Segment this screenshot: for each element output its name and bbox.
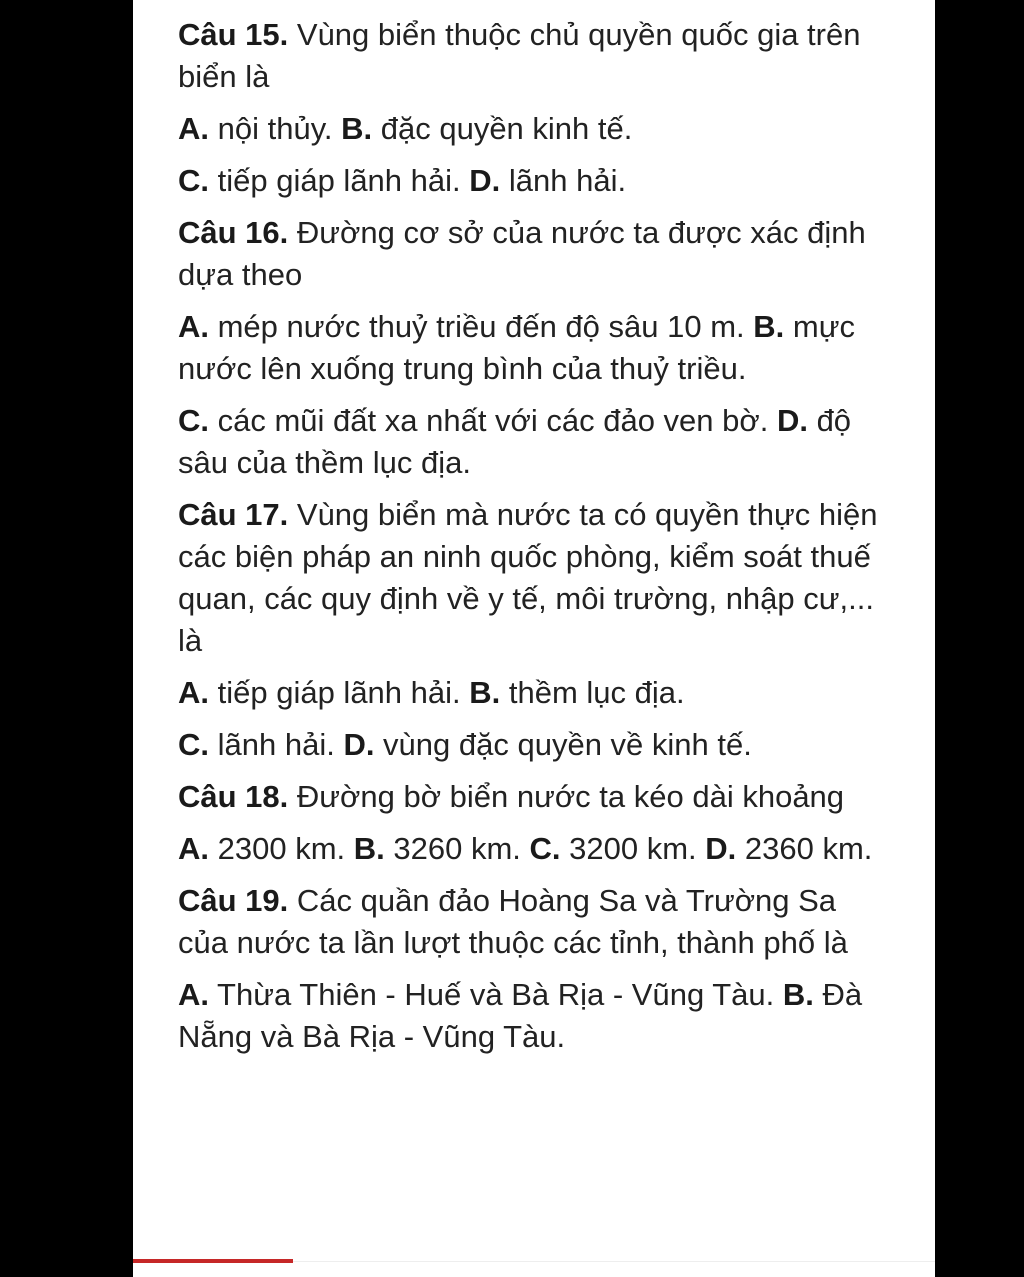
option-letter: B.: [353, 831, 385, 866]
option-text: Thừa Thiên - Huế và Bà Rịa - Vũng Tàu.: [209, 977, 783, 1012]
option-text: tiếp giáp lãnh hải.: [209, 163, 470, 198]
divider: [293, 1261, 935, 1262]
question-stem: [178, 494, 893, 662]
answer-options-line: [178, 724, 893, 766]
question-stem: [178, 776, 893, 818]
option-letter: A.: [178, 977, 209, 1012]
option-letter: B.: [469, 675, 501, 710]
option-letter: C.: [178, 163, 209, 198]
option-letter: A.: [178, 675, 209, 710]
option-text: thềm lục địa.: [500, 675, 685, 710]
option-text: 2300 km.: [209, 831, 354, 866]
answer-options-line: [178, 974, 893, 1058]
option-text: mép nước thuỷ triều đến độ sâu 10 m.: [209, 309, 754, 344]
option-letter: A.: [178, 111, 209, 146]
option-text: các mũi đất xa nhất với các đảo ven bờ.: [209, 403, 777, 438]
question-number: Câu 18.: [178, 779, 289, 814]
answer-options-line: [178, 108, 893, 150]
option-letter: C.: [178, 727, 209, 762]
question-number: Câu 19.: [178, 883, 289, 918]
option-text: độ sâu của thềm lục địa.: [178, 403, 852, 480]
option-text: lãnh hải.: [500, 163, 627, 198]
question-stem: [178, 212, 893, 296]
reading-progress-bar: [133, 1259, 293, 1263]
option-letter: D.: [469, 163, 501, 198]
option-text: tiếp giáp lãnh hải.: [209, 675, 470, 710]
question-text: Vùng biển mà nước ta có quyền thực hiện các biện pháp an ninh quốc phòng, kiểm soát thuế quan, các quy định về y tế, môi trường, nhập cư,... là: [178, 497, 878, 658]
option-letter: C.: [178, 403, 209, 438]
option-text: 3200 km.: [560, 831, 706, 866]
question-list: [178, 14, 893, 1068]
question-text: Vùng biển thuộc chủ quyền quốc gia trên biển là: [178, 17, 861, 94]
question-stem: [178, 14, 893, 98]
question-text: Đường cơ sở của nước ta được xác định dựa theo: [178, 215, 866, 292]
option-text: mực nước lên xuống trung bình của thuỷ triều.: [178, 309, 855, 386]
option-letter: D.: [776, 403, 808, 438]
answer-options-line: [178, 400, 893, 484]
option-letter: B.: [341, 111, 373, 146]
option-letter: B.: [782, 977, 814, 1012]
answer-options-line: [178, 672, 893, 714]
option-text: nội thủy.: [209, 111, 342, 146]
option-text: 2360 km.: [736, 831, 873, 866]
option-letter: B.: [753, 309, 785, 344]
option-letter: D.: [705, 831, 737, 866]
document-page[interactable]: [133, 0, 935, 1277]
question-number: Câu 16.: [178, 215, 289, 250]
option-text: 3260 km.: [384, 831, 530, 866]
option-text: Đà Nẵng và Bà Rịa - Vũng Tàu.: [178, 977, 863, 1054]
option-text: lãnh hải.: [209, 727, 344, 762]
answer-options-line: [178, 828, 893, 870]
option-text: đặc quyền kinh tế.: [372, 111, 633, 146]
question-number: Câu 15.: [178, 17, 289, 52]
option-letter: C.: [529, 831, 561, 866]
answer-options-line: [178, 160, 893, 202]
question-stem: [178, 880, 893, 964]
cut-off-text-fragment: [423, 0, 623, 8]
question-text: Các quần đảo Hoàng Sa và Trường Sa của nước ta lần lượt thuộc các tỉnh, thành phố là: [178, 883, 848, 960]
answer-options-line: [178, 306, 893, 390]
question-text: Đường bờ biển nước ta kéo dài khoảng: [288, 779, 845, 814]
option-letter: D.: [343, 727, 375, 762]
option-text: vùng đặc quyền về kinh tế.: [374, 727, 752, 762]
question-number: Câu 17.: [178, 497, 289, 532]
option-letter: A.: [178, 831, 209, 866]
option-letter: A.: [178, 309, 209, 344]
